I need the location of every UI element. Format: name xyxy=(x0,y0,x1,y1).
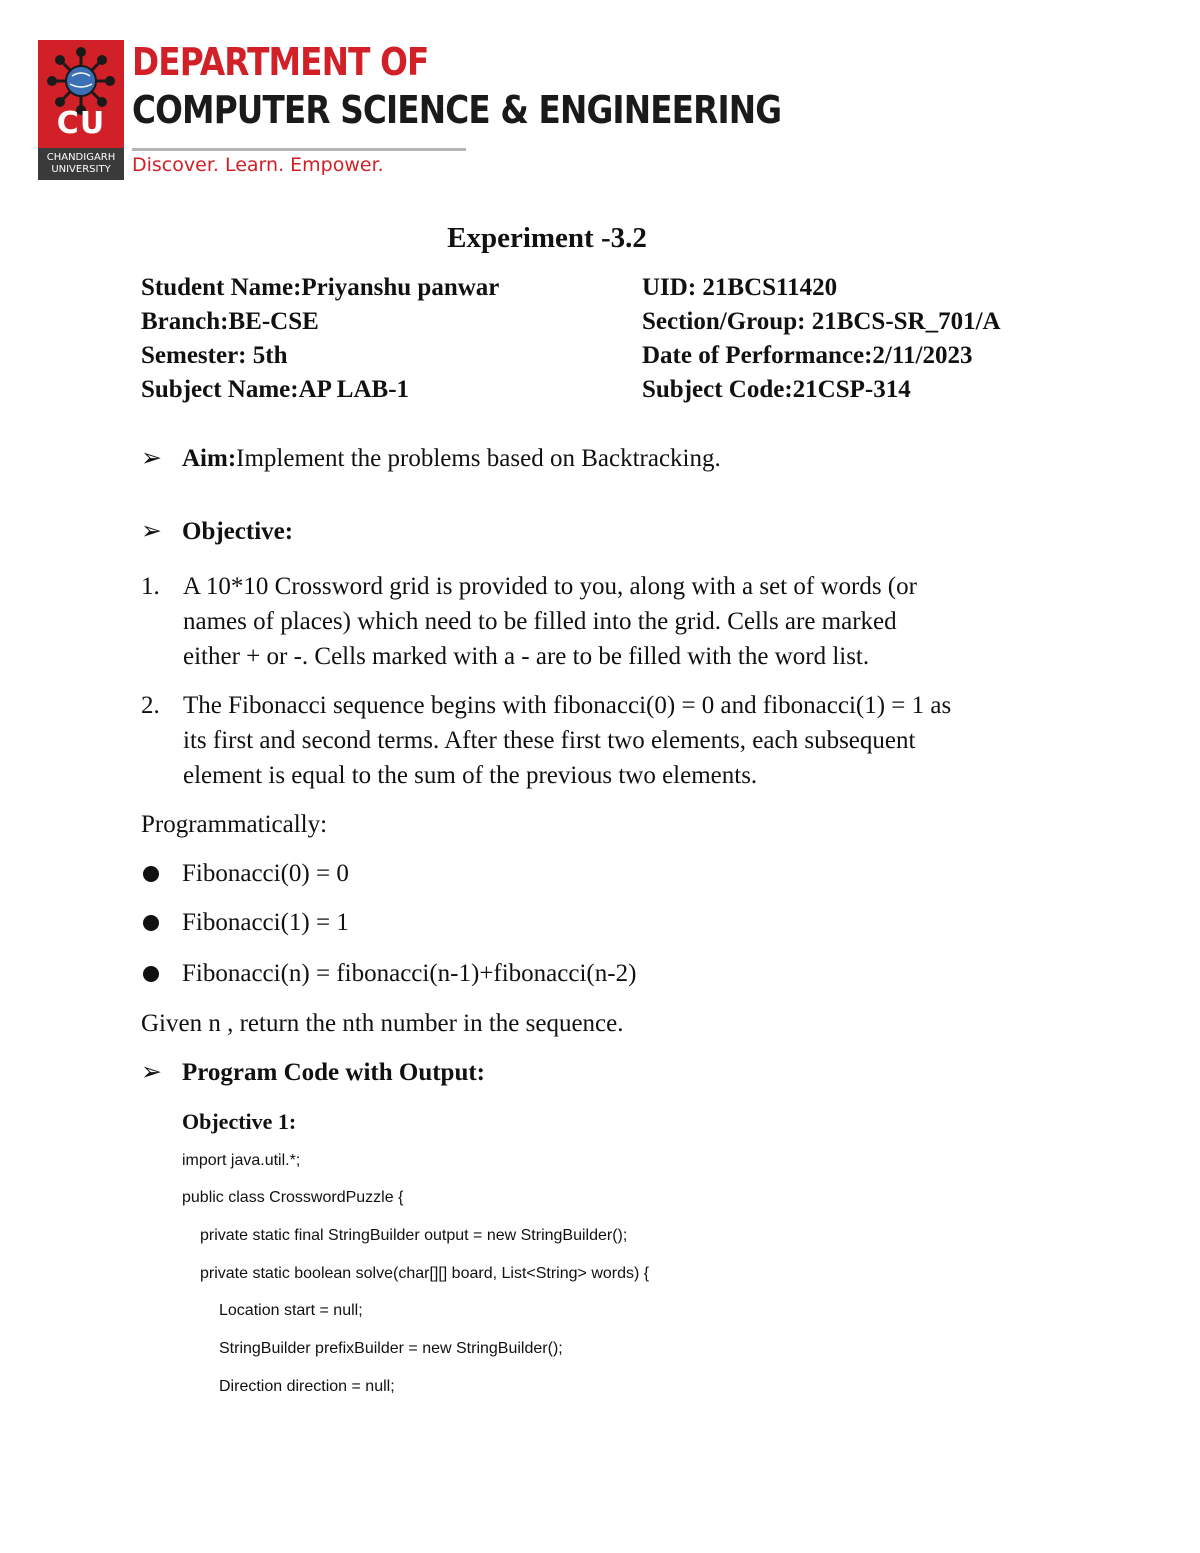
semester: Semester: 5th xyxy=(141,342,288,369)
branch: Branch:BE-CSE xyxy=(141,308,319,335)
objective-1-line2: names of places) which need to be filled into the grid. Cells are marked xyxy=(183,608,897,635)
section-group: Section/Group: 21BCS-SR_701/A xyxy=(642,308,1001,335)
aim-text: Implement the problems based on Backtracking. xyxy=(236,445,721,472)
objective-number-2: 2. xyxy=(141,692,160,719)
code-line-4: private static boolean solve(char[][] board, List<String> words) { xyxy=(200,1265,650,1282)
program-code-heading: Program Code with Output: xyxy=(182,1059,486,1086)
code-line-5: Location start = null; xyxy=(219,1302,363,1319)
arrow-bullet-icon: ➢ xyxy=(141,445,162,472)
fib-bullet-1: Fibonacci(0) = 0 xyxy=(182,860,349,887)
logo-cu-text: CU xyxy=(56,106,106,141)
logo-university-line1: CHANDIGARH xyxy=(46,152,116,163)
student-name: Student Name:Priyanshu panwar xyxy=(141,274,500,301)
objective-2-line1: The Fibonacci sequence begins with fibonacci(0) = 0 and fibonacci(1) = 1 as xyxy=(183,692,952,719)
department-title-line1: DEPARTMENT OF xyxy=(132,40,429,84)
header-divider xyxy=(132,148,466,151)
logo-university-text xyxy=(38,148,124,180)
logo-university-line2: UNIVERSITY xyxy=(51,164,111,175)
bullet-dot-icon xyxy=(143,966,159,982)
date-of-performance: Date of Performance:2/11/2023 xyxy=(642,342,973,369)
bullet-dot-icon xyxy=(143,866,159,882)
subject-code: Subject Code:21CSP-314 xyxy=(642,376,911,403)
university-logo xyxy=(38,40,124,180)
fib-bullet-3: Fibonacci(n) = fibonacci(n-1)+fibonacci(n-2) xyxy=(182,960,637,987)
objective-2-line2: its first and second terms. After these first two elements, each subsequent xyxy=(183,727,916,754)
objective-1-line1: A 10*10 Crossword grid is provided to you, along with a set of words (or xyxy=(183,573,917,600)
uid: UID: 21BCS11420 xyxy=(642,274,838,301)
objective-number-1: 1. xyxy=(141,573,160,600)
code-line-7: Direction direction = null; xyxy=(219,1378,395,1395)
objective-2-line3: element is equal to the sum of the previous two elements. xyxy=(183,762,758,789)
department-title-line2: COMPUTER SCIENCE & ENGINEERING xyxy=(132,88,782,132)
code-line-3: private static final StringBuilder output = new StringBuilder(); xyxy=(200,1227,628,1244)
arrow-bullet-icon: ➢ xyxy=(141,1059,162,1086)
code-line-2: public class CrosswordPuzzle { xyxy=(182,1189,404,1206)
tagline: Discover. Learn. Empower. xyxy=(132,154,384,176)
objective-1-line3: either + or -. Cells marked with a - are to be filled with the word list. xyxy=(183,643,870,670)
given-text: Given n , return the nth number in the sequence. xyxy=(141,1010,624,1037)
aim-line xyxy=(182,441,721,476)
objective-heading: Objective: xyxy=(182,518,294,545)
fib-bullet-2: Fibonacci(1) = 1 xyxy=(182,909,349,936)
code-line-6: StringBuilder prefixBuilder = new StringBuilder(); xyxy=(219,1340,563,1357)
department-header xyxy=(38,40,782,182)
experiment-title: Experiment -3.2 xyxy=(447,222,647,254)
aim-label: Aim: xyxy=(182,445,237,472)
objective-1-heading: Objective 1: xyxy=(182,1109,297,1134)
programmatically-label: Programmatically: xyxy=(141,811,328,838)
code-line-1: import java.util.*; xyxy=(182,1152,301,1169)
subject-name: Subject Name:AP LAB-1 xyxy=(141,376,410,403)
arrow-bullet-icon: ➢ xyxy=(141,518,162,545)
bullet-dot-icon xyxy=(143,915,159,931)
